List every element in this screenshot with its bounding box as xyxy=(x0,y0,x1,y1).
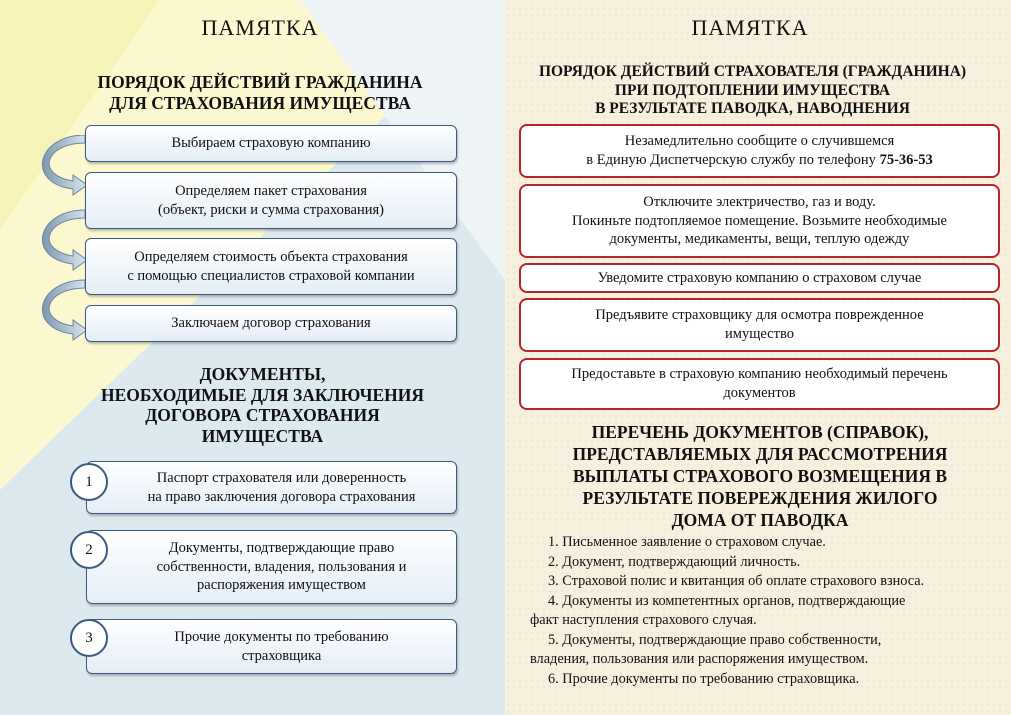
left-heading-documents xyxy=(60,364,465,447)
right-title: ПАМЯТКА xyxy=(691,15,809,40)
doc-box-2 xyxy=(86,530,457,604)
list-item: 2. Документ, подтверждающий личность. xyxy=(548,553,801,570)
action-text: документы, медикаменты, вещи, теплую одежду xyxy=(609,231,910,248)
list-item: 3. Страховой полис и квитанция об оплате страхового взноса. xyxy=(548,573,925,589)
action-box-3 xyxy=(519,263,1000,293)
heading-line: ВЫПЛАТЫ СТРАХОВОГО ВОЗМЕЩЕНИЯ В xyxy=(572,465,948,486)
action-box-1 xyxy=(519,124,1000,178)
doc-text: на право заключения договора страхования xyxy=(147,488,416,505)
doc-text: Прочие документы по требованию xyxy=(174,628,389,645)
left-heading-order xyxy=(60,72,460,113)
list-item: 4. Документы из компетентных органов, подтверждающие xyxy=(548,592,906,609)
action-text: Предоставьте в страховую компанию необходимый перечень xyxy=(571,366,948,383)
step-text: Заключаем договор страхования xyxy=(171,315,371,332)
heading-line: ПРИ ПОДТОПЛЕНИИ ИМУЩЕСТВА xyxy=(614,81,891,99)
doc-number-badge: 2 xyxy=(70,531,108,569)
heading-line: ПОРЯДОК ДЕЙСТВИЙ СТРАХОВАТЕЛЯ (ГРАЖДАНИНА) xyxy=(538,63,967,80)
step-text: Определяем стоимость объекта страхования xyxy=(134,248,408,265)
heading-line: В РЕЗУЛЬТАТЕ ПАВОДКА, НАВОДНЕНИЯ xyxy=(595,100,910,118)
action-text: Предъявите страховщику для осмотра поврежденное xyxy=(595,307,924,324)
curved-arrow-icon xyxy=(42,135,87,195)
doc-text: распоряжения имуществом xyxy=(197,577,366,594)
action-text: Уведомите страховую компанию о страховом случае xyxy=(597,269,922,286)
action-text: Покиньте подтопляемое помещение. Возьмите необходимые xyxy=(572,212,947,229)
action-text: Отключите электричество, газ и воду. xyxy=(643,193,876,210)
doc-text: страховщика xyxy=(241,647,322,664)
action-box-2 xyxy=(519,184,1000,258)
list-item: 5. Документы, подтверждающие право собственности, xyxy=(548,631,882,648)
step-text: Определяем пакет страхования xyxy=(175,182,367,199)
curved-arrow-icon xyxy=(42,280,87,340)
step-box-2 xyxy=(85,172,457,229)
step-box-4 xyxy=(85,305,457,342)
action-box-5 xyxy=(519,358,1000,410)
right-heading-documents xyxy=(520,422,1000,531)
left-title: ПАМЯТКА xyxy=(201,15,319,40)
action-text: имущество xyxy=(725,326,794,342)
heading-line: НЕОБХОДИМЫЕ ДЛЯ ЗАКЛЮЧЕНИЯ xyxy=(100,384,425,405)
right-heading-actions xyxy=(510,63,995,119)
step-box-1 xyxy=(85,125,457,162)
doc-box-3 xyxy=(86,619,457,674)
heading-line: ПЕРЕЧЕНЬ ДОКУМЕНТОВ (СПРАВОК), xyxy=(591,422,929,442)
heading-line: ИМУЩЕСТВА xyxy=(201,425,324,446)
action-text: Незамедлительно сообщите о случившемся xyxy=(624,133,895,150)
doc-text: Документы, подтверждающие право xyxy=(168,539,395,556)
doc-text: собственности, владения, пользования и xyxy=(156,558,407,575)
list-item: владения, пользования или распоряжения имуществом. xyxy=(530,651,869,667)
heading-line: ПОРЯДОК ДЕЙСТВИЙ ГРАЖДАНИНА xyxy=(97,72,423,92)
list-item: факт наступления страхового случая. xyxy=(530,612,757,628)
action-box-4 xyxy=(519,298,1000,352)
phone-number: 75-36-53 xyxy=(879,152,933,168)
action-text: в Единую Диспетчерскую службу по телефону xyxy=(586,152,876,168)
action-text: документов xyxy=(723,385,796,401)
heading-line: ДОГОВОРА СТРАХОВАНИЯ xyxy=(145,405,380,426)
step-text: Выбираем страховую компанию xyxy=(171,135,371,152)
list-item: 6. Прочие документы по требованию страховщика. xyxy=(548,670,860,687)
heading-line: ДОКУМЕНТЫ, xyxy=(199,364,326,384)
doc-box-1 xyxy=(86,461,457,514)
step-text: с помощью специалистов страховой компании xyxy=(127,267,415,284)
doc-text: Паспорт страхователя или доверенность xyxy=(156,469,407,486)
curved-arrow-icon xyxy=(42,210,87,270)
step-box-3 xyxy=(85,238,457,295)
heading-line: РЕЗУЛЬТАТЕ ПОВЕРЕЖДЕНИЯ ЖИЛОГО xyxy=(582,487,938,508)
doc-number-badge: 1 xyxy=(70,463,108,501)
list-item: 1. Письменное заявление о страховом случае. xyxy=(548,534,826,550)
heading-line: ДЛЯ СТРАХОВАНИЯ ИМУЩЕСТВА xyxy=(109,92,411,113)
documents-list xyxy=(530,533,1005,689)
heading-line: ПРЕДСТАВЛЯЕМЫХ ДЛЯ РАССМОТРЕНИЯ xyxy=(572,443,948,464)
doc-number-badge: 3 xyxy=(70,619,108,657)
heading-line: ДОМА ОТ ПАВОДКА xyxy=(671,509,849,530)
step-text: (объект, риски и сумма страхования) xyxy=(158,201,384,218)
